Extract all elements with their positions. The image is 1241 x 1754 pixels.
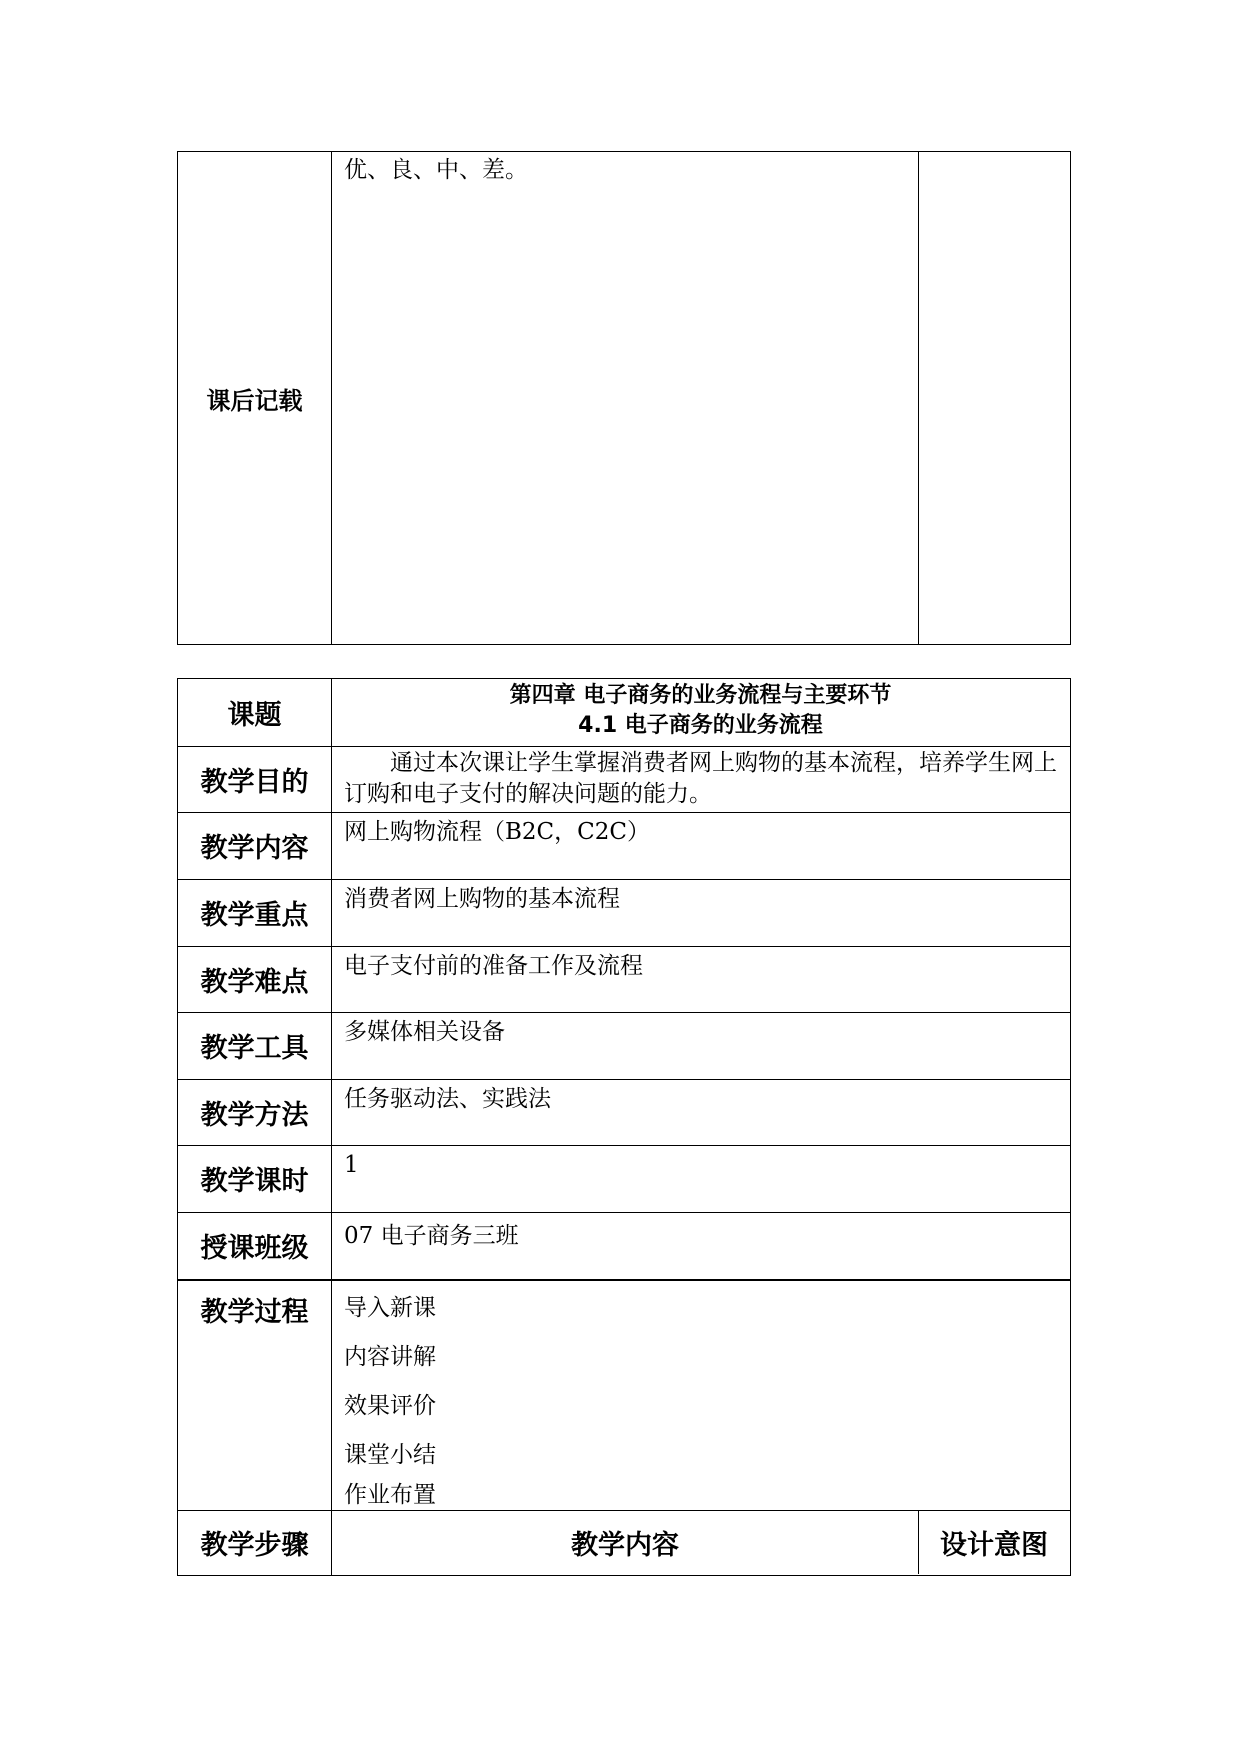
intent-header: 设计意图 — [940, 1529, 1048, 1561]
row-value-class: 07 电子商务三班 — [344, 1223, 519, 1249]
after-class-record-content: 优、良、中、差。 — [344, 157, 528, 183]
process-step-summary: 课堂小结 — [344, 1442, 436, 1468]
row-value-methods: 任务驱动法、实践法 — [344, 1086, 551, 1112]
after-class-record-notes — [919, 152, 1069, 644]
row-label-objective: 教学目的 — [200, 766, 309, 798]
lesson-plan-table — [177, 678, 1071, 1576]
row-value-key-points: 消费者网上购物的基本流程 — [344, 886, 620, 912]
process-steps — [332, 1279, 1069, 1510]
row-label-class: 授课班级 — [200, 1233, 309, 1264]
steps-header: 教学步骤 — [200, 1529, 309, 1561]
row-value-difficulties: 电子支付前的准备工作及流程 — [344, 953, 643, 979]
process-step-lecture: 内容讲解 — [344, 1344, 436, 1370]
row-label-hours: 教学课时 — [200, 1166, 309, 1197]
row-label-methods: 教学方法 — [200, 1099, 309, 1131]
row-label-difficulties: 教学难点 — [200, 966, 309, 998]
row-value-objective: 通过本次课让学生掌握消费者网上购物的基本流程，培养学生网上订购和电子支付的解决问题的能力。 — [344, 750, 1057, 807]
row-label-key-points: 教学重点 — [200, 900, 309, 931]
process-step-evaluation: 效果评价 — [344, 1393, 436, 1419]
after-class-record-table — [177, 151, 1071, 645]
row-label-content: 教学内容 — [200, 833, 309, 864]
topic-chapter-title: 第四章 电子商务的业务流程与主要环节 — [509, 683, 892, 708]
topic-value — [332, 679, 1069, 746]
row-value-hours: 1 — [344, 1152, 359, 1178]
after-class-record-label: 课后记载 — [206, 386, 303, 415]
process-label: 教学过程 — [200, 1296, 309, 1328]
process-step-intro: 导入新课 — [344, 1295, 436, 1321]
content-header: 教学内容 — [571, 1529, 679, 1561]
row-value-content: 网上购物流程（B2C，C2C） — [344, 819, 650, 845]
topic-label: 课题 — [227, 700, 282, 731]
process-step-homework: 作业布置 — [344, 1482, 436, 1508]
row-value-tools: 多媒体相关设备 — [344, 1019, 505, 1045]
topic-section-title: 4.1 电子商务的业务流程 — [578, 713, 823, 738]
row-label-tools: 教学工具 — [200, 1033, 309, 1064]
